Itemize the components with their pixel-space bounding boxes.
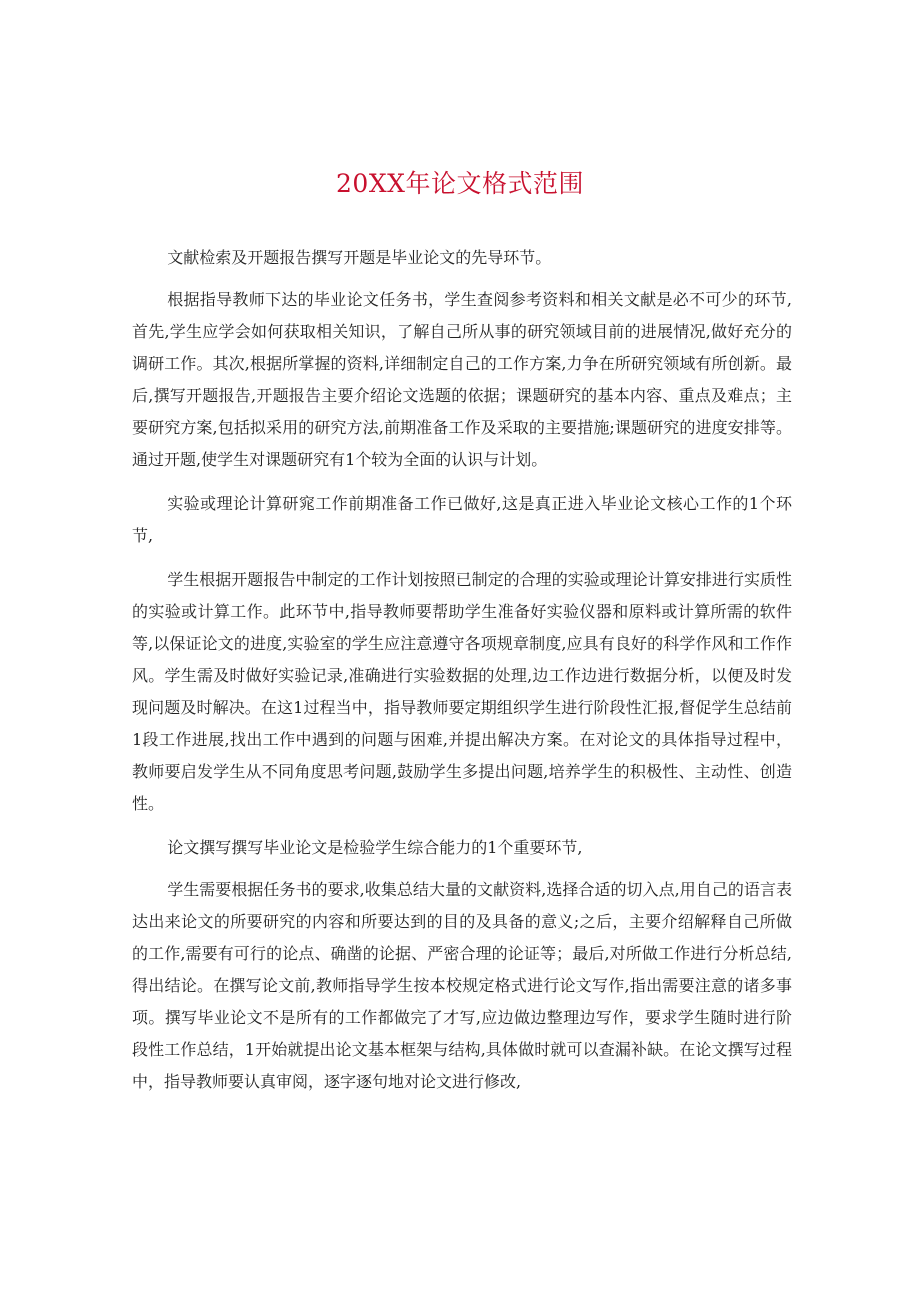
paragraph-1: 文献检索及开题报告撰写开题是毕业论文的先导环节。	[167, 248, 552, 267]
document-title: 20XX年论文格式范围	[336, 169, 584, 198]
paragraph-4: 学生根据开题报告中制定的工作计划按照已制定的合理的实验或理论计算安排进行实质性的实验或计算工作。此环节中,指导教师要帮助学生准备好实验仪器和原料或计算所需的软件等,以保证论文的进度,实验室的学生应注意遵守各项规章制度,应具有良好的科学作风和工作作风。学生需及时做好实验记录,准确进行实验数据的处理,边工作边进行数据分析，以便及时发现问题及时解决。在这1过程当中，指导教师要定期组织学生进行阶段性汇报,督促学生总结前1段工作进展,找出工作中遇到的问题与困难,并提出解决方案。在对论文的具体指导过程中，教师要启发学生从不同角度思考问题,鼓励学生多提出问题,培养学生的积极性、主动性、创造性。	[132, 570, 792, 813]
paragraph-5: 论文撰写撰写毕业论文是检验学生综合能力的1个重要环节,	[167, 838, 583, 857]
paragraph-6: 学生需要根据任务书的要求,收集总结大量的文献资料,选择合适的切入点,用自己的语言表达出来论文的所要研究的内容和所要达到的目的及具备的意义;之后，主要介绍解释自己所做的工作,需要有可行的论点、确凿的论据、严密合理的论证等；最后,对所做工作进行分析总结,得出结论。在撰写论文前,教师指导学生按本校规定格式进行论文写作,指出需要注意的诸多事项。撰写毕业论文不是所有的工作都做完了才写,应边做边整理边写作，要求学生随时进行阶段性工作总结，1开始就提出论文基本框架与结构,具体做时就可以查漏补缺。在论文撰写过程中，指导教师要认真审阅，逐字逐句地对论文进行修改,	[132, 880, 792, 1091]
document-body	[132, 242, 792, 1110]
paragraph-2: 根据指导教师下达的毕业论文任务书，学生查阅参考资料和相关文献是必不可少的环节,首先,学生应学会如何获取相关知识，了解自己所从事的研究领域目前的进展情况,做好充分的调研工作。其次,根据所掌握的资料,详细制定自己的工作方案,力争在所研究领域有所创新。最后,撰写开题报告,开题报告主要介绍论文选题的依据；课题研究的基本内容、重点及难点；主要研究方案,包括拟采用的研究方法,前期准备工作及采取的主要措施;课题研究的进度安排等。通过开题,使学生对课题研究有1个较为全面的认识与计划。	[132, 290, 792, 469]
paragraph-3: 实验或理论计算研窕工作前期准备工作已做好,这是真正进入毕业论文核心工作的1个环节,	[132, 494, 792, 545]
